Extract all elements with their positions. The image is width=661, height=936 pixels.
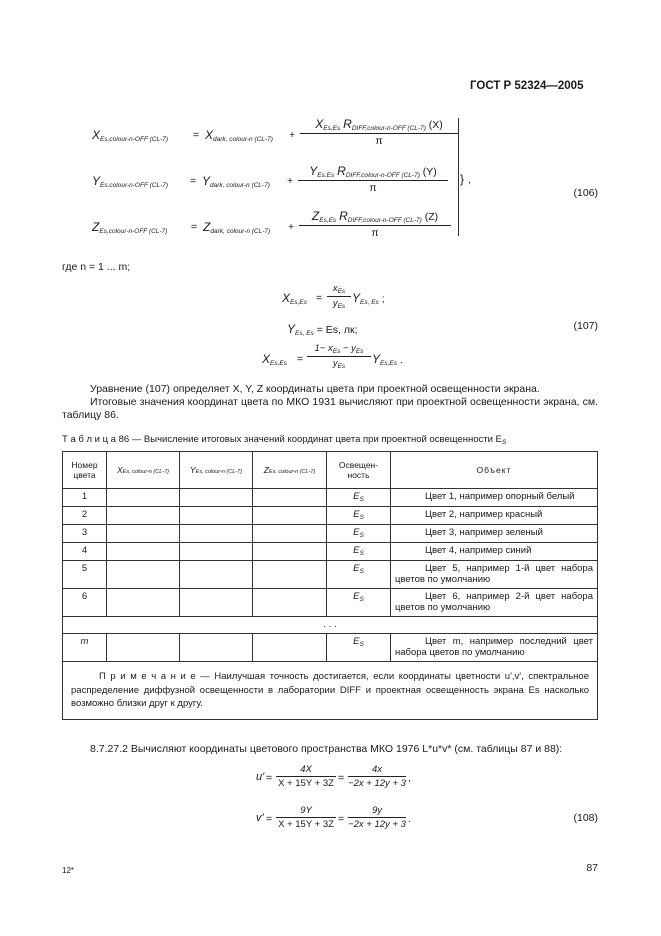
cell-z xyxy=(253,561,327,589)
cell-y xyxy=(180,634,253,662)
eq106-line2-equals: = xyxy=(190,175,197,187)
eq108-u-fraction-1: $\frac{4X}{X + 15Y + 3Z}$ xyxy=(276,764,336,789)
eq106-line1-fraction: $X_{Es,Es}$ $R_{DIFF,colour-n-OFF (CL-7)}$ (X) π xyxy=(300,117,458,147)
cell-x xyxy=(107,525,180,543)
paragraph-2: Итоговые значения координат цвета по МКО 1931 вычисляют при проектной освещенности экрана, см. таблицу 86. xyxy=(62,396,598,421)
header-y: YEs, colour-n (CL-7) xyxy=(180,452,253,489)
eq107-l3-equals: = xyxy=(297,353,304,365)
where-clause: где n = 1 ... m; xyxy=(62,261,131,273)
eq106-line2-lhs: $Y_{Es.colour-n-OFF (CL-7)}$ xyxy=(92,174,169,189)
table-row xyxy=(63,543,598,561)
eq107-number: (107) xyxy=(573,320,598,332)
table-row xyxy=(63,634,598,662)
cell-object: Цвет 2, например красный xyxy=(391,507,598,525)
table-row xyxy=(63,507,598,525)
header-color-number: Номер цвета xyxy=(63,452,107,489)
cell-x xyxy=(107,507,180,525)
cell-x xyxy=(107,489,180,507)
page-number: 87 xyxy=(586,862,598,874)
header-x: XEs, colour-n (CL-7) xyxy=(107,452,180,489)
eq108-v-end: . xyxy=(408,813,411,825)
row-number: m xyxy=(63,634,107,662)
table-ellipsis-row xyxy=(63,617,598,634)
eq108-v-fraction-1: $\frac{9Y}{X + 15Y + 3Z}$ xyxy=(276,805,336,830)
cell-object: Цвет 6, например 2-й цвет набора цветов по умолчанию xyxy=(391,589,598,617)
cell-object: Цвет 5, например 1-й цвет набора цветов по умолчанию xyxy=(391,561,598,589)
eq107-l1-fraction: $x_{Es}$ $y_{Es}$ xyxy=(327,283,351,310)
eq106-line3-fraction: $Z_{Es,Es}$ $R_{DIFF,colour-n-OFF (CL-7)}$ (Z) π xyxy=(299,209,451,239)
table-row xyxy=(63,589,598,617)
footer-signature-mark: 12* xyxy=(62,866,75,875)
cell-z xyxy=(253,525,327,543)
row-number: 2 xyxy=(63,507,107,525)
eq106-line1-rhs: $X_{dark, colour-n (CL-7)}$ xyxy=(205,128,273,143)
eq106-line3-rhs: $Z_{dark, colour-n (CL-7)}$ xyxy=(203,220,271,235)
cell-y xyxy=(180,589,253,617)
eq107-l1-equals: = xyxy=(316,292,323,304)
cell-x xyxy=(107,589,180,617)
table-row xyxy=(63,489,598,507)
eq107-l3-lhs: $X_{Es,Es}$ xyxy=(262,352,287,367)
eq107-l1-lhs: $X_{Es,Es}$ xyxy=(282,291,307,306)
eq106-line2-fraction: $Y_{Es.Es}$ $R_{DIFF,colour-n-OFF (CL-7)}$ (Y) π xyxy=(298,164,448,194)
eq108-v-fraction-2: $\frac{9y}{-2x + 12y + 3}$ xyxy=(348,805,406,830)
eq107-l1-rhs: $Y_{Es, Es}$ ; xyxy=(352,291,385,306)
cell-y xyxy=(180,489,253,507)
cell-z xyxy=(253,634,327,662)
cell-object: Цвет 4, например синий xyxy=(391,543,598,561)
cell-x xyxy=(107,634,180,662)
cell-illuminance: $E_S$ xyxy=(327,589,391,617)
cell-z xyxy=(253,543,327,561)
section-8-7-27-2: 8.7.27.2 Вычисляют координаты цветового пространства МКО 1976 L*u*v* (см. таблицы 87 и 88): xyxy=(90,743,563,755)
cell-illuminance: $E_S$ xyxy=(327,489,391,507)
header-object: Объект xyxy=(391,452,598,489)
eq106-brace-tip: } xyxy=(460,172,465,186)
row-number: 6 xyxy=(63,589,107,617)
table-86-caption: Т а б л и ц а 86 — Вычисление итоговых значений координат цвета при проектной освещенности $E_S$ xyxy=(62,434,507,446)
cell-illuminance: $E_S$ xyxy=(327,561,391,589)
cell-object: Цвет m, например последний цвет набора цветов по умолчанию xyxy=(391,634,598,662)
cell-illuminance: $E_S$ xyxy=(327,525,391,543)
cell-y xyxy=(180,525,253,543)
eq107-l2: $Y_{Es, Es} = Es$, лк; xyxy=(287,322,358,337)
eq106-number: (106) xyxy=(573,187,598,199)
eq108-u-lhs: u' xyxy=(256,771,265,783)
header-illuminance: Освещен-ность xyxy=(327,452,391,489)
eq106-line3-equals: = xyxy=(191,221,198,233)
cell-x xyxy=(107,543,180,561)
cell-illuminance: $E_S$ xyxy=(327,543,391,561)
table-row xyxy=(63,561,598,589)
cell-y xyxy=(180,543,253,561)
table-row xyxy=(63,525,598,543)
eq106-line1-equals: = xyxy=(193,129,200,141)
ellipsis-cell: . . . xyxy=(63,617,598,634)
eq108-u-equals: = xyxy=(266,772,273,784)
eq106-line1-plus: + xyxy=(289,129,296,141)
cell-illuminance: $E_S$ xyxy=(327,507,391,525)
cell-z xyxy=(253,589,327,617)
eq108-v-equals: = xyxy=(266,813,273,825)
table-header-row xyxy=(63,452,598,489)
cell-illuminance: $E_S$ xyxy=(327,634,391,662)
table-86 xyxy=(62,451,598,720)
eq108-number: (108) xyxy=(573,812,598,824)
cell-object: Цвет 3, например зеленый xyxy=(391,525,598,543)
row-number: 5 xyxy=(63,561,107,589)
row-number: 4 xyxy=(63,543,107,561)
eq106-comma: , xyxy=(468,174,471,186)
eq108-u-fraction-2: $\frac{4x}{-2x + 12y + 3}$ xyxy=(348,764,406,789)
table-note-row xyxy=(63,662,598,720)
cell-y xyxy=(180,507,253,525)
cell-z xyxy=(253,489,327,507)
eq108-v-equals-2: = xyxy=(338,813,345,825)
eq106-line3-lhs: $Z_{Es,colour-n-OFF (CL-7)}$ xyxy=(92,220,168,235)
eq107-l3-rhs: $Y_{Es,Es}$ . xyxy=(372,352,403,367)
cell-y xyxy=(180,561,253,589)
eq106-line1-lhs: $X_{Es,colour-n-OFF (CL-7)}$ xyxy=(92,128,169,143)
eq106-line2-rhs: $Y_{dark, colour-n (CL-7)}$ xyxy=(202,174,270,189)
table-note: П р и м е ч а н и е — Наилучшая точность достигается, если координаты цветности u',v', спектральное распределение диффузной освещенности в лаборатории DIFF и проектная освещенность экрана Es насколько возможно близки друг к другу. xyxy=(63,662,598,720)
eq107-l3-fraction: $1- x_{Es} - y_{Es}$ $y_{Es}$ xyxy=(307,343,371,370)
eq106-brace xyxy=(454,118,459,236)
eq106-line2-plus: + xyxy=(287,175,294,187)
row-number: 3 xyxy=(63,525,107,543)
eq106-line3-plus: + xyxy=(288,221,295,233)
eq108-u-end: , xyxy=(408,772,411,784)
cell-x xyxy=(107,561,180,589)
cell-z xyxy=(253,507,327,525)
row-number: 1 xyxy=(63,489,107,507)
paragraph-1: Уравнение (107) определяет X, Y, Z координаты цвета при проектной освещенности экрана. xyxy=(90,383,540,395)
document-header: ГОСТ Р 52324—2005 xyxy=(470,80,584,92)
header-z: ZEs, colour-n (CL-7) xyxy=(253,452,327,489)
eq108-v-lhs: v' xyxy=(256,812,264,824)
cell-object: Цвет 1, например опорный белый xyxy=(391,489,598,507)
eq108-u-equals-2: = xyxy=(338,772,345,784)
